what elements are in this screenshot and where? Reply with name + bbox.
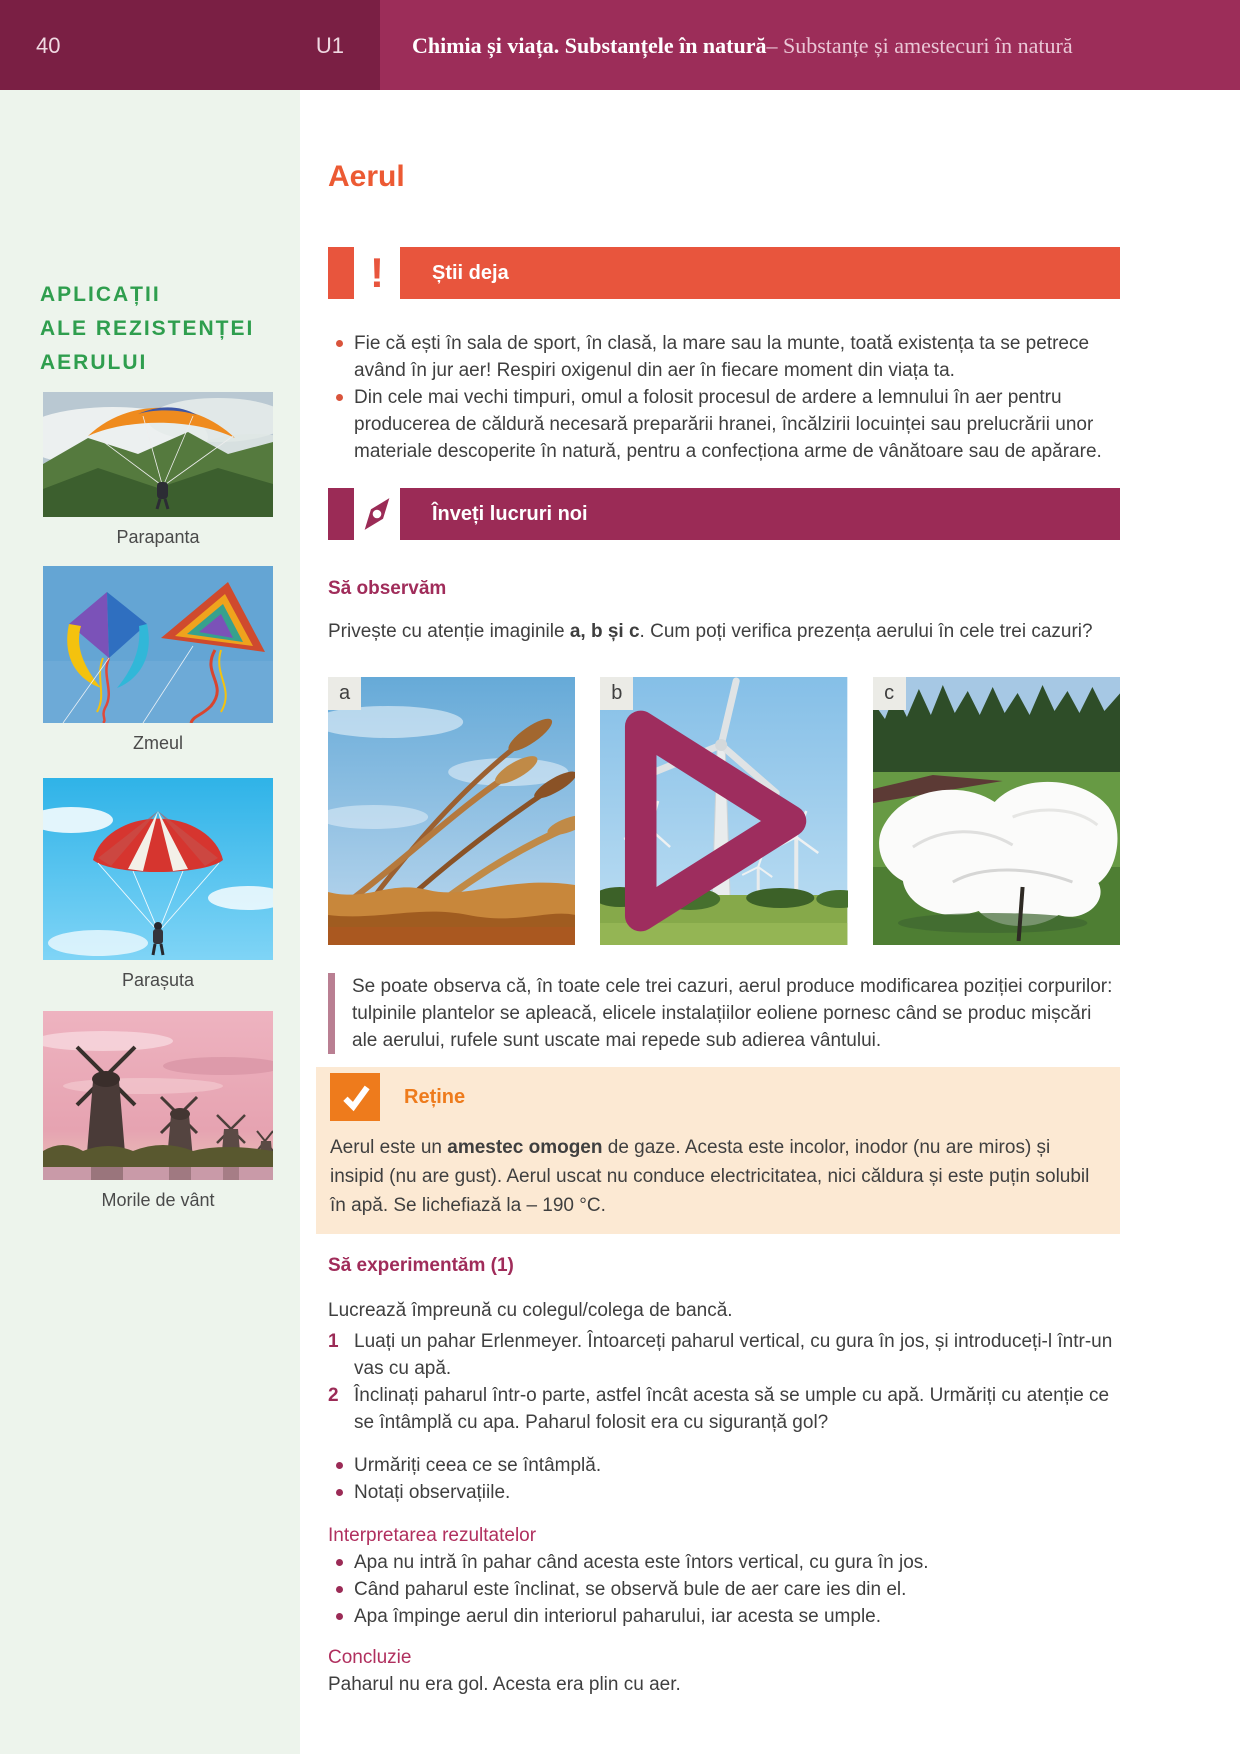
list-item: Când paharul este înclinat, se observă bule de aer care ies din el.: [328, 1576, 1120, 1603]
photo-row: [328, 677, 1120, 945]
step-text: Înclinați paharul într-o parte, astfel încât acesta să se umple cu apă. Urmăriți cu atenție ce se întâmplă cu apa. Paharul folosit era cu siguranță gol?: [354, 1385, 1110, 1433]
list-item: Urmăriți ceea ce se întâmplă.: [328, 1452, 1120, 1479]
sidebar-figure-parapanta: [43, 392, 273, 549]
check-icon: [330, 1073, 380, 1121]
header-title-bar: [380, 0, 1240, 90]
step-text: Luați un pahar Erlenmeyer. Întoarceți paharul vertical, cu gura în jos, și introduceți-l într-un vas cu apă.: [354, 1331, 1113, 1379]
list-item: Notați observațiile.: [328, 1479, 1120, 1506]
paraglider-photo: [43, 392, 273, 517]
list-item: Din cele mai vechi timpuri, omul a folosit procesul de ardere a lemnului în aer pentru producerea de căldură necesară preparării hranei, încălzirii locuinței sau prelucrării unor materiale descoperite în natură, pentru a confecționa arme de vânătoare sau de apărare.: [328, 384, 1120, 465]
remember-text: Aerul este un amestec omogen de gaze. Acesta este incolor, inodor (nu are miros) și insipid (nu are gust). Aerul uscat nu conduce electricitatea, nici căldura și este puțin solubil în apă. Se lichefiază la – 190 °C.: [330, 1137, 1090, 1216]
sidebar-figure-morile: [43, 1011, 273, 1212]
header-left-block: [0, 0, 380, 90]
play-icon[interactable]: [600, 687, 835, 945]
photo-wind-turbines: [600, 677, 847, 945]
conclusion-text: Paharul nu era gol. Acesta era plin cu aer.: [328, 1674, 681, 1695]
conclusion-heading: Concluzie: [328, 1647, 412, 1668]
remember-box: [316, 1067, 1120, 1234]
photo-label-b: b: [600, 677, 633, 710]
know-banner: [328, 247, 1120, 299]
list-item: Apa nu intră în pahar când acesta este întors vertical, cu gura în jos.: [328, 1549, 1120, 1576]
page-title: Aerul: [328, 160, 405, 193]
experiment-steps: [328, 1328, 1120, 1436]
unit-badge: U1: [315, 32, 344, 58]
figure-caption: Parapanta: [116, 527, 200, 547]
windmills-photo: [43, 1011, 273, 1180]
photo-grass: [328, 677, 575, 945]
banner-accent-block: [328, 247, 354, 299]
chapter-title: Chimia și viața. Substanțele în natură: [412, 32, 767, 58]
remember-title: Reține: [404, 1085, 466, 1108]
observation-paragraph: Se poate observa că, în toate cele trei cazuri, aerul produce modificarea poziției corpurilor: tulpinile plantelor se apleacă, elicele instalațiilor eoliene pornesc când se produc mișcări ale aerului, rufele sunt uscate mai repede sub adierea vântului.: [328, 973, 1120, 1054]
list-item: Apa împinge aerul din interiorul paharului, iar acesta se umple.: [328, 1603, 1120, 1630]
sidebar-figure-zmeul: [43, 566, 273, 755]
step-number: 2: [328, 1385, 339, 1406]
sidebar-figure-parasuta: [43, 778, 273, 992]
sidebar-heading-line: APLICAȚII: [40, 283, 161, 306]
figure-caption: Zmeul: [132, 733, 183, 753]
sidebar-heading-line: ALE REZISTENȚEI: [40, 317, 255, 340]
kites-photo: [43, 566, 273, 723]
main-content: [300, 90, 1240, 1754]
step-item: [328, 1328, 1120, 1382]
list-item: Fie că ești în sala de sport, în clasă, la mare sau la munte, toată existența ta se petrece având în jur aer! Respiri oxigenul din aer în fiecare moment din viața ta.: [328, 330, 1120, 384]
interpretation-heading: Interpretarea rezultatelor: [328, 1525, 537, 1546]
interpretation-bullet-list: [328, 1549, 1120, 1630]
figure-caption: Parașuta: [121, 970, 195, 990]
step-item: [328, 1382, 1120, 1436]
experiment-heading: Să experimentăm (1): [328, 1255, 514, 1276]
page-number: 40: [36, 32, 61, 58]
exclamation-icon: !: [370, 249, 384, 296]
compass-icon: [354, 488, 400, 540]
parachute-photo: [43, 778, 273, 960]
experiment-intro: Lucrează împreună cu colegul/colega de bancă.: [328, 1300, 733, 1321]
sidebar: [0, 90, 300, 1754]
sidebar-heading-line: AERULUI: [40, 351, 148, 374]
photo-laundry: [873, 677, 1120, 945]
know-bullet-list: [328, 330, 1120, 465]
step-number: 1: [328, 1331, 339, 1352]
chapter-subtitle: – Substanțe și amestecuri în natură: [766, 32, 1073, 58]
observe-heading: Să observăm: [328, 578, 447, 599]
figure-caption: Morile de vânt: [101, 1190, 215, 1210]
photo-label-a: a: [328, 677, 361, 710]
photo-label-c: c: [873, 677, 906, 710]
banner-accent-block: [328, 488, 354, 540]
sidebar-heading: [0, 278, 300, 380]
learn-banner: [328, 488, 1120, 540]
page-header: [0, 0, 1240, 90]
learn-banner-title: Înveți lucruri noi: [400, 488, 1120, 540]
know-banner-title: Știi deja: [400, 247, 1120, 299]
experiment-bullet-list: [328, 1452, 1120, 1506]
observe-intro: Privește cu atenție imaginile a, b și c. Cum poți verifica prezența aerului în cele trei cazuri?: [328, 621, 1093, 642]
remember-header: [330, 1073, 1090, 1121]
